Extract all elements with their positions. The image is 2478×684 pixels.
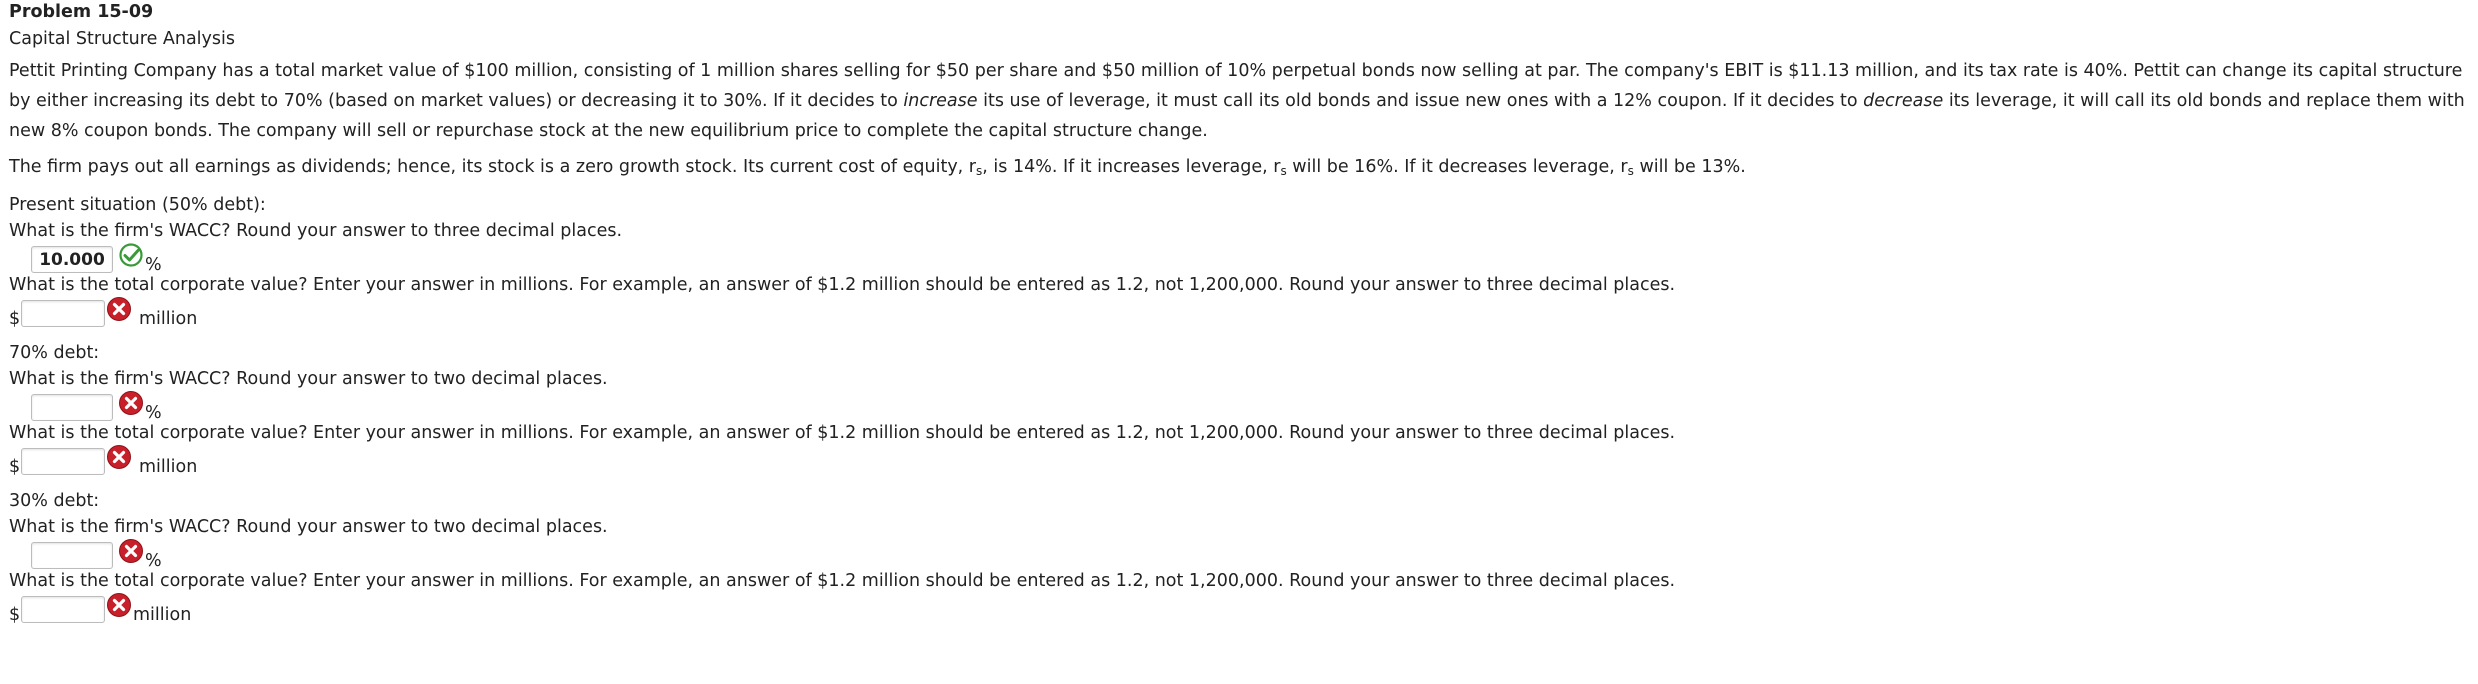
question-section [9, 490, 2471, 625]
x-icon [118, 390, 144, 416]
x-icon [118, 538, 144, 564]
corporate-value-answer-row [9, 296, 2471, 329]
problem-intro-paragraph: Pettit Printing Company has a total market value of $100 million, consisting of 1 million shares selling for $50 per share and $50 million of 10% perpetual bonds now selling at par. The company's EBIT is $11.13 million, and its tax rate is 40%. Pettit can change its capital structure by either increasing its debt to 70% (based on market values) or decreasing it to 30%. If it decides to increase its use of leverage, it must call its old bonds and issue new ones with a 12% coupon. If it decides to decrease its leverage, it will call its old bonds and replace them with new 8% coupon bonds. The company will sell or repurchase stock at the new equilibrium price to complete the capital structure change. [9, 61, 2465, 141]
million-unit: million [139, 457, 198, 477]
problem-title: Problem 15-09 [9, 2, 154, 22]
question-section [9, 194, 2471, 329]
section-heading: Present situation (50% debt): [9, 195, 266, 215]
wacc-input[interactable] [31, 542, 113, 569]
wacc-answer-row [9, 242, 2471, 275]
wacc-input[interactable] [31, 246, 113, 273]
problem-container [9, 0, 2471, 625]
corporate-value-question: What is the total corporate value? Enter your answer in millions. For example, an answer of $1.2 million should be entered as 1.2, not 1,200,000. Round your answer to three decimal places. [9, 571, 1676, 591]
dollar-sign: $ [9, 605, 21, 625]
dollar-sign: $ [9, 457, 21, 477]
corporate-value-answer-row [9, 444, 2471, 477]
corporate-value-question: What is the total corporate value? Enter your answer in millions. For example, an answer of $1.2 million should be entered as 1.2, not 1,200,000. Round your answer to three decimal places. [9, 275, 1676, 295]
section-heading: 70% debt: [9, 343, 100, 363]
x-icon [106, 444, 132, 470]
million-unit: million [133, 605, 192, 625]
wacc-question: What is the firm's WACC? Round your answer to two decimal places. [9, 517, 608, 537]
corporate-value-input[interactable] [21, 448, 105, 475]
wacc-answer-row [9, 390, 2471, 423]
problem-dividend-paragraph: The firm pays out all earnings as dividends; hence, its stock is a zero growth stock. Its current cost of equity, $r_s$, is 14%. If it increases leverage, $r_s$ will be 16%. If it decreases leverage, $r_s$ will be 13%. [9, 157, 1746, 178]
question-sections [9, 194, 2471, 625]
x-icon [106, 592, 132, 618]
corporate-value-answer-row [9, 592, 2471, 625]
million-unit: million [139, 309, 198, 329]
x-icon [106, 296, 132, 322]
wacc-input[interactable] [31, 394, 113, 421]
wacc-question: What is the firm's WACC? Round your answer to two decimal places. [9, 369, 608, 389]
question-section [9, 342, 2471, 477]
percent-unit: % [145, 255, 162, 275]
problem-subtitle: Capital Structure Analysis [9, 29, 235, 49]
section-heading: 30% debt: [9, 491, 100, 511]
percent-unit: % [145, 551, 162, 571]
wacc-answer-row [9, 538, 2471, 571]
corporate-value-input[interactable] [21, 300, 105, 327]
corporate-value-input[interactable] [21, 596, 105, 623]
dollar-sign: $ [9, 309, 21, 329]
wacc-question: What is the firm's WACC? Round your answer to three decimal places. [9, 221, 623, 241]
corporate-value-question: What is the total corporate value? Enter your answer in millions. For example, an answer of $1.2 million should be entered as 1.2, not 1,200,000. Round your answer to three decimal places. [9, 423, 1676, 443]
percent-unit: % [145, 403, 162, 423]
checkmark-icon [118, 242, 144, 268]
